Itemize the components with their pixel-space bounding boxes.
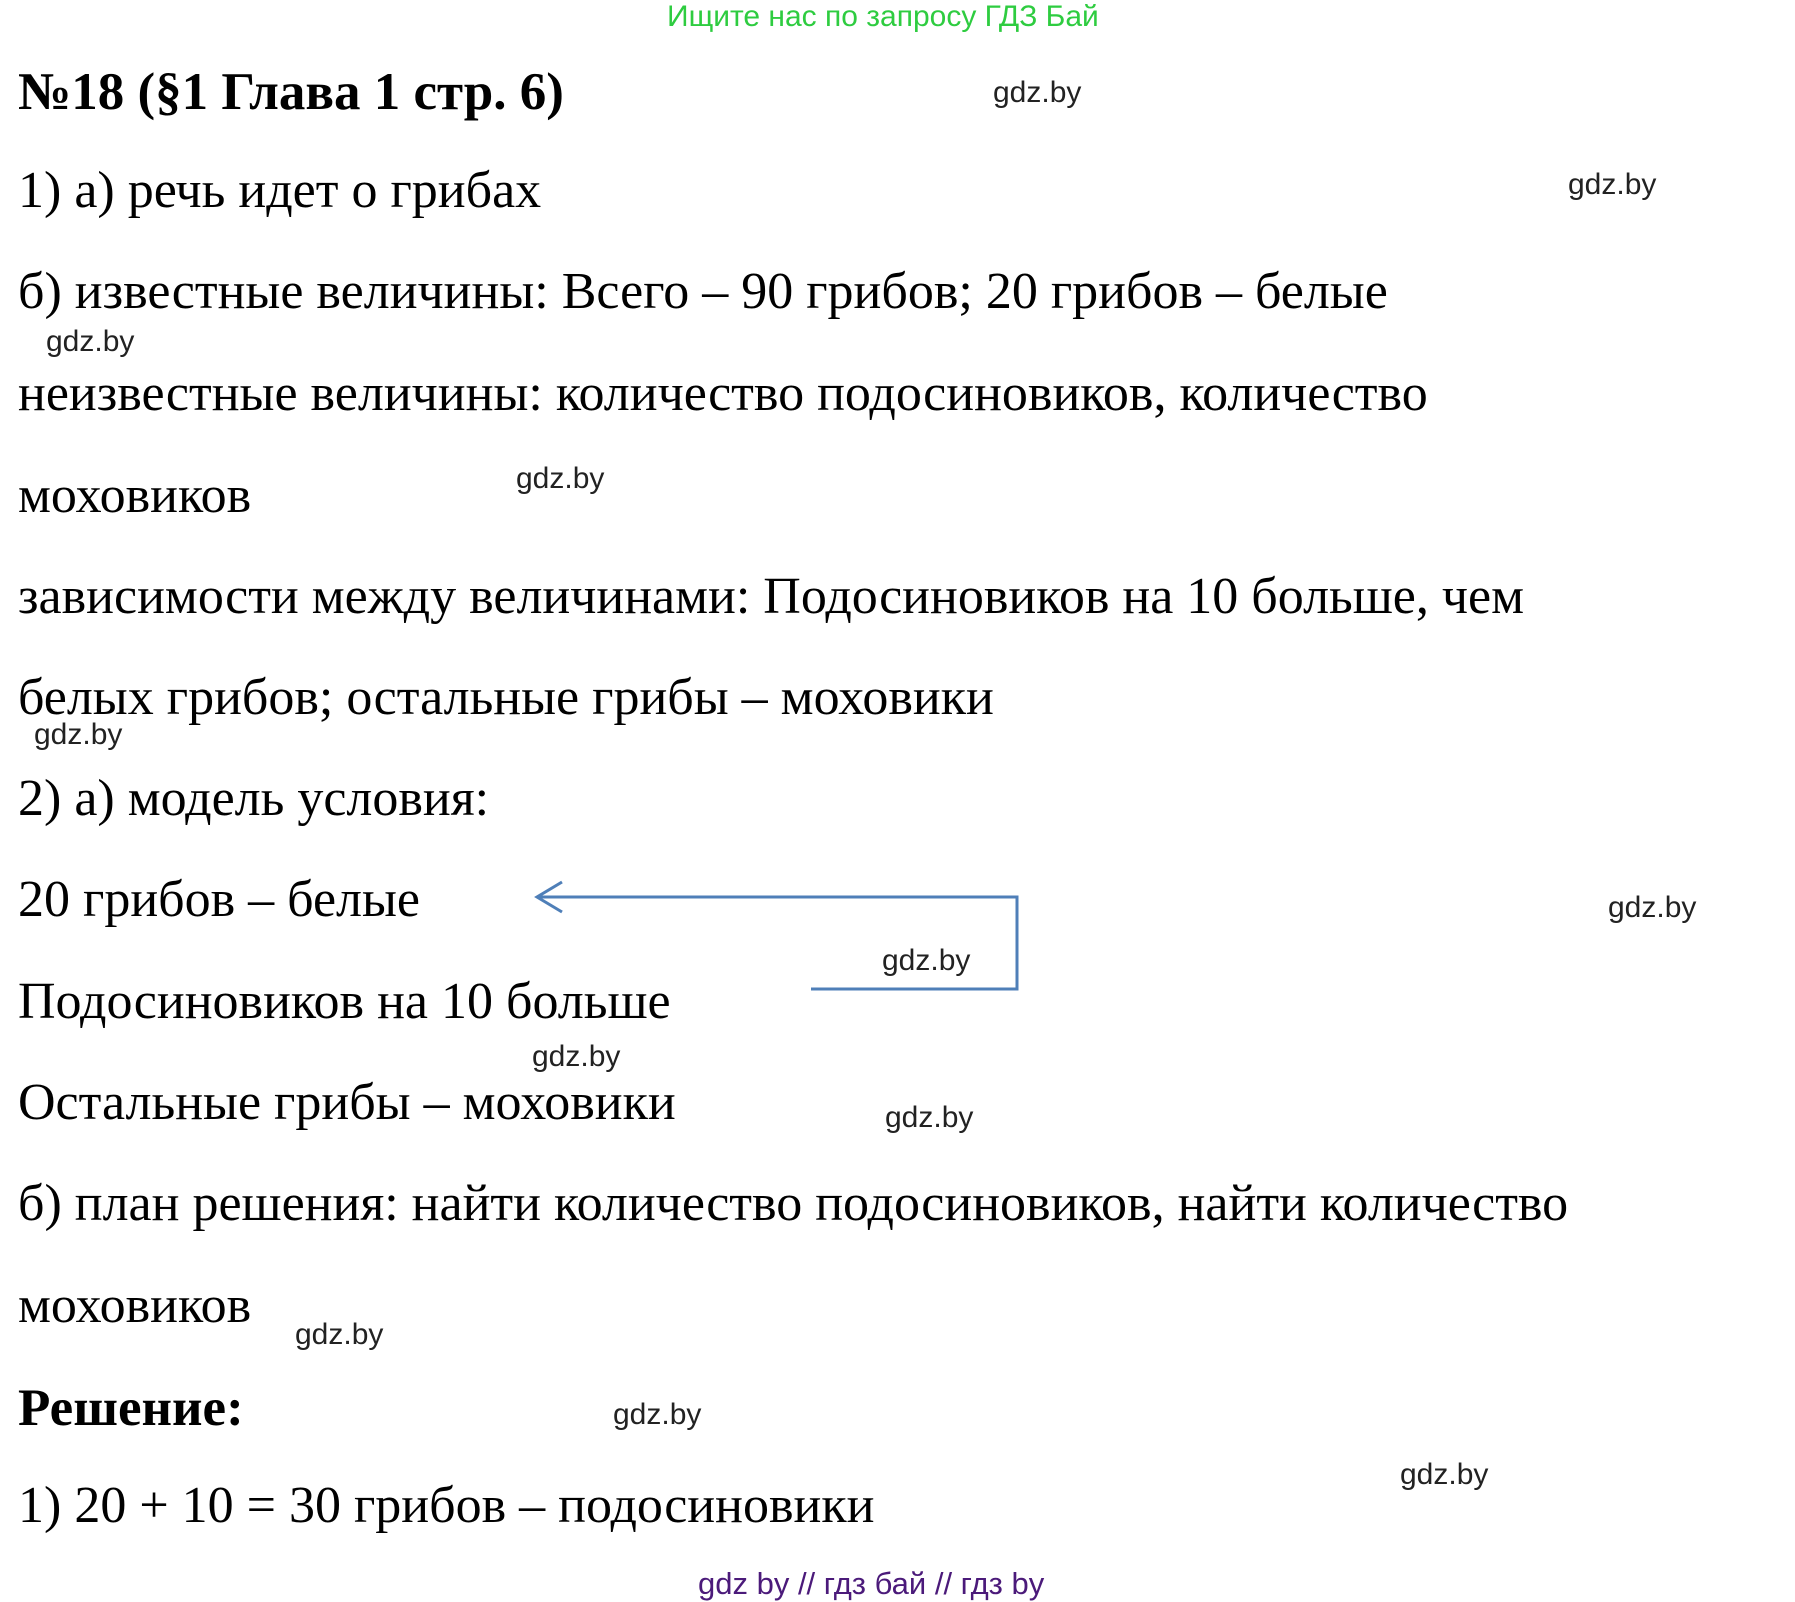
- text-line: белых грибов; остальные грибы – моховики: [18, 669, 994, 726]
- watermark: gdz.by: [993, 76, 1082, 109]
- text-line: б) известные величины: Всего – 90 грибов; 20 грибов – белые: [18, 263, 1388, 320]
- watermark: gdz.by: [516, 462, 605, 495]
- solution-heading: Решение:: [18, 1379, 244, 1437]
- text-line: моховиков: [18, 467, 252, 524]
- watermark: gdz.by: [532, 1040, 621, 1073]
- watermark: gdz.by: [882, 944, 971, 977]
- watermark: gdz.by: [295, 1318, 384, 1351]
- model-line-podosinovik: Подосиновиков на 10 больше: [18, 973, 671, 1030]
- page-title: №18 (§1 Глава 1 стр. 6): [18, 63, 564, 121]
- watermark: gdz.by: [613, 1398, 702, 1431]
- text-line: 1) а) речь идет о грибах: [18, 162, 542, 219]
- text-line: б) план решения: найти количество подосиновиков, найти количество: [18, 1175, 1569, 1232]
- watermark: gdz.by: [1568, 168, 1657, 201]
- text-line: 2) а) модель условия:: [18, 770, 490, 827]
- watermark: gdz.by: [1608, 891, 1697, 924]
- bottom-banner: gdz by // гдз бай // гдз by: [698, 1566, 1045, 1601]
- watermark: gdz.by: [46, 325, 135, 358]
- model-line-mokhovik: Остальные грибы – моховики: [18, 1074, 676, 1131]
- watermark: gdz.by: [1400, 1458, 1489, 1491]
- top-banner: Ищите нас по запросу ГДЗ Бай: [667, 0, 1099, 33]
- model-line-white: 20 грибов – белые: [18, 871, 420, 928]
- watermark: gdz.by: [34, 718, 123, 751]
- watermark: gdz.by: [885, 1101, 974, 1134]
- text-line: моховиков: [18, 1277, 252, 1334]
- text-line: неизвестные величины: количество подосиновиков, количество: [18, 365, 1428, 422]
- solution-step: 1) 20 + 10 = 30 грибов – подосиновики: [18, 1477, 875, 1534]
- text-line: зависимости между величинами: Подосиновиков на 10 больше, чем: [18, 568, 1524, 625]
